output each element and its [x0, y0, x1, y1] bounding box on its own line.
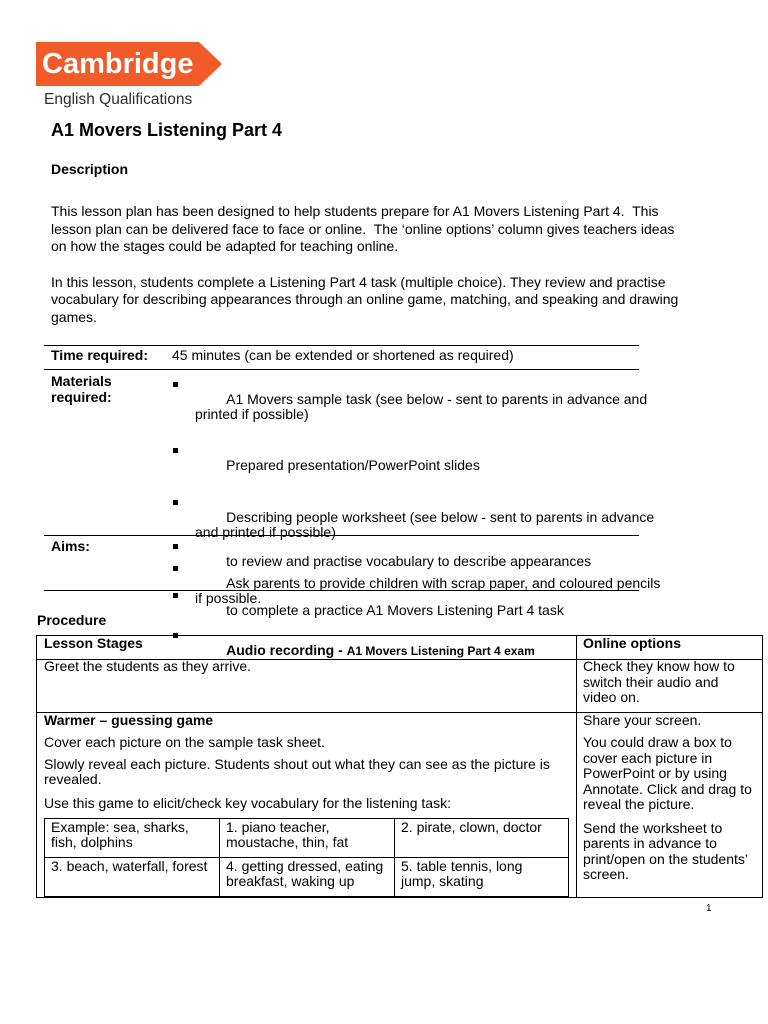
- description-paragraph: This lesson plan has been designed to help students prepare for A1 Movers Listening Part 4. This lesson plan can be delivered face to face or online. The ‘online options’ column gives teachers ideas on how the stages could be adapted for teaching online.: [51, 203, 675, 254]
- vocabulary-cell: 3. beach, waterfall, forest: [45, 858, 220, 897]
- stage-heading: Warmer – guessing game: [44, 712, 214, 728]
- stage-text: Use this game to elicit/check key vocabulary for the listening task:: [44, 795, 451, 811]
- vocabulary-table: [44, 818, 569, 897]
- bullet-icon: [173, 382, 178, 387]
- materials-item-text: Ask parents to provide children with scrap paper, and coloured pencils if possible.: [195, 575, 661, 606]
- column-header-online-options: [583, 636, 755, 652]
- column-divider: [576, 636, 577, 897]
- stage-cell: [44, 659, 569, 674]
- materials-item-text: Describing people worksheet (see below - sent to parents in advance and printed if possible): [195, 508, 655, 540]
- stage-text: Cover each picture on the sample task sheet.: [44, 734, 325, 750]
- bullet-icon: [173, 500, 178, 505]
- time-required-row: [44, 345, 639, 369]
- materials-item-text: Prepared presentation/PowerPoint slides: [226, 457, 480, 473]
- aims-item: [195, 588, 591, 633]
- procedure-table: [36, 635, 763, 898]
- stage-cell: [44, 713, 569, 897]
- time-required-value: 45 minutes (can be extended or shortened as required): [172, 347, 514, 363]
- materials-item: [195, 443, 660, 488]
- aims-item: [195, 539, 591, 584]
- logo-tagline: English Qualifications: [44, 91, 193, 108]
- audio-recording-label: Audio recording -: [226, 641, 347, 658]
- vocabulary-cell: Example: sea, sharks, fish, dolphins: [45, 819, 220, 858]
- logo-wordmark: Cambridge: [42, 48, 194, 80]
- online-option-text: Check they know how to switch their audio and video on.: [583, 658, 735, 705]
- materials-item: [195, 377, 660, 437]
- online-option-text: Send the worksheet to parents in advance to print/open on the students’ screen.: [583, 819, 749, 882]
- aims-list: [195, 539, 591, 637]
- stage-text: Greet the students as they arrive.: [44, 658, 251, 674]
- column-header-label: Online options: [583, 635, 681, 651]
- description-heading: Description: [51, 161, 129, 177]
- bullet-icon: [173, 544, 178, 549]
- materials-item-text: A1 Movers sample task (see below - sent to parents in advance and printed if possible): [195, 390, 648, 422]
- audio-recording-title: A1 Movers Listening Part 4 exam: [346, 643, 535, 658]
- vocabulary-cell: 2. pirate, clown, doctor: [395, 819, 569, 858]
- online-option-text: You could draw a box to cover each picture in PowerPoint or by using Annotate. Click and drag to reveal the picture.: [583, 734, 752, 812]
- column-header-lesson-stages: [44, 636, 569, 651]
- stage-text: Slowly reveal each picture. Students shout out what they can see as the picture is revealed.: [44, 756, 550, 787]
- aims-item-text: to review and practise vocabulary to describe appearances: [226, 552, 592, 569]
- vocabulary-cell: 4. getting dressed, eating breakfast, waking up: [220, 858, 395, 897]
- document-title: A1 Movers Listening Part 4: [51, 120, 283, 140]
- vocabulary-cell: 5. table tennis, long jump, skating: [395, 858, 569, 897]
- column-header-label: Lesson Stages: [44, 635, 143, 651]
- online-option-cell: [583, 713, 755, 883]
- aims-item-text: to complete a practice A1 Movers Listening Part 4 task: [226, 601, 564, 618]
- page-number: 1: [706, 903, 712, 914]
- vocabulary-cell: 1. piano teacher, moustache, thin, fat: [220, 819, 395, 858]
- description-paragraph: In this lesson, students complete a Listening Part 4 task (multiple choice). They review and practise vocabulary for describing appearances through an online game, matching, and speaking and drawing games.: [51, 273, 679, 325]
- online-option-text: Share your screen.: [583, 712, 702, 728]
- procedure-heading: Procedure: [37, 612, 107, 628]
- bullet-icon: [173, 593, 178, 598]
- time-required-label: Time required:: [51, 347, 148, 363]
- materials-required-label: Materials required:: [51, 373, 112, 405]
- aims-label: Aims:: [51, 538, 90, 554]
- bullet-icon: [173, 448, 178, 453]
- online-option-cell: [583, 659, 755, 706]
